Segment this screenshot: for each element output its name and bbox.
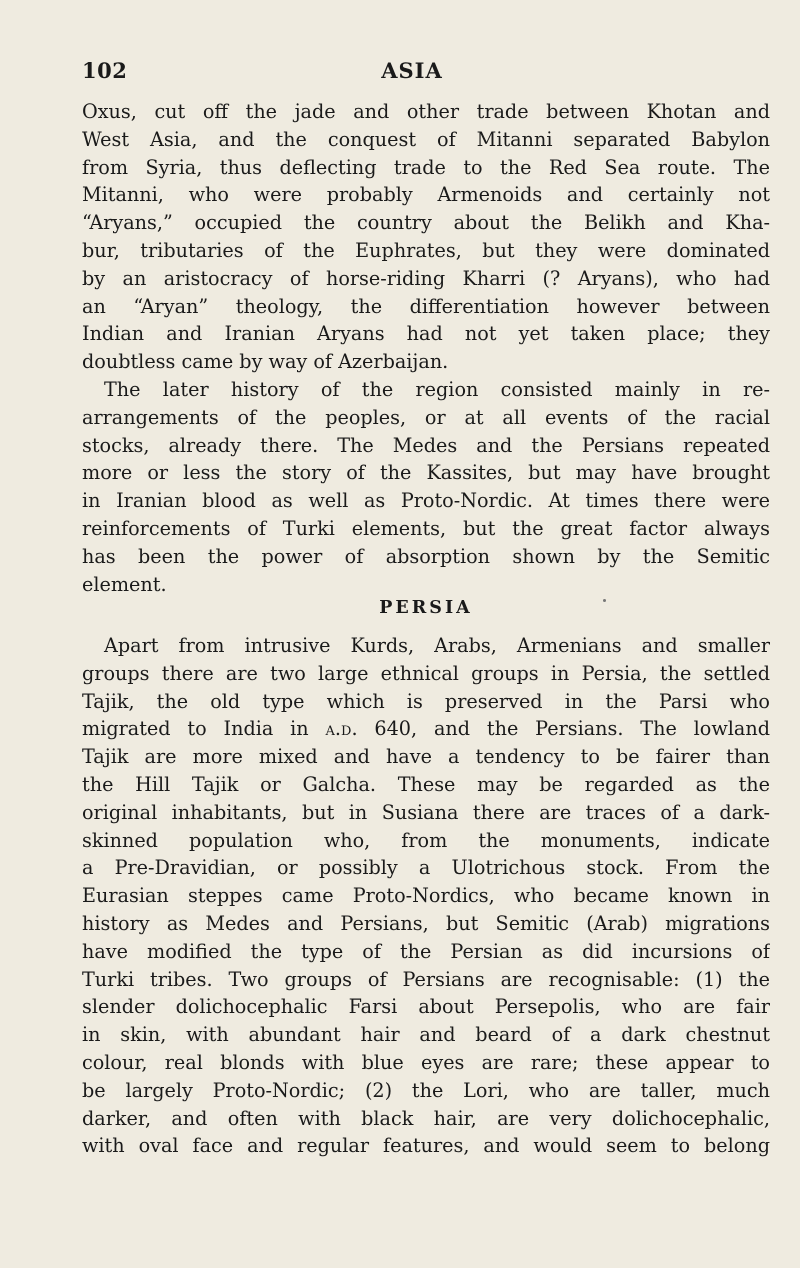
text-line: migrated to India in a.d. 640, and the Persians. The lowland (82, 717, 770, 741)
text-line: doubtless came by way of Azerbaijan. (82, 350, 449, 374)
text-line: darker, and often with black hair, are very dolichocephalic, (82, 1106, 770, 1130)
text-line: by an aristocracy of horse-riding Kharri (? Aryans), who had (82, 266, 770, 290)
text-line: The later history of the region consisted mainly in re- (104, 378, 770, 401)
text-line: an “Aryan” theology, the differentiation however between (82, 294, 770, 318)
text-line: bur, tributaries of the Euphrates, but they were dominated (82, 238, 770, 262)
text-line: stocks, already there. The Medes and the Persians repeated (82, 433, 770, 457)
text-line: slender dolichocephalic Farsi about Persepolis, who are fair (82, 995, 770, 1019)
page-header (82, 58, 742, 88)
text-line: in skin, with abundant hair and beard of a dark chestnut (82, 1023, 770, 1047)
running-head: ASIA (381, 58, 443, 83)
paragraph-2 (82, 376, 770, 598)
text-line: more or less the story of the Kassites, but may have brought (82, 461, 770, 485)
text-line: the Hill Tajik or Galcha. These may be regarded as the (82, 772, 770, 796)
text-line: Indian and Iranian Aryans had not yet taken place; they (82, 322, 770, 346)
text-line: West Asia, and the conquest of Mitanni separated Babylon (82, 127, 770, 151)
text-line: Oxus, cut off the jade and other trade between Khotan and (82, 100, 770, 123)
page-number: 102 (82, 58, 128, 83)
text-line: Mitanni, who were probably Armenoids and certainly not (82, 183, 770, 207)
paragraph-3 (82, 632, 770, 1160)
text-line: have modified the type of the Persian as did incursions of (82, 939, 770, 963)
text-line: reinforcements of Turki elements, but the great factor always (82, 516, 770, 540)
text-line: in Iranian blood as well as Proto-Nordic. At times there were (82, 489, 770, 513)
text-line: Eurasian steppes came Proto-Nordics, who became known in (82, 884, 770, 908)
text-line: “Aryans,” occupied the country about the Belikh and Kha- (82, 211, 770, 235)
text-line: Tajik, the old type which is preserved in the Parsi who (82, 689, 770, 713)
text-line: with oval face and regular features, and would seem to belong (82, 1134, 770, 1158)
text-line: skinned population who, from the monuments, indicate (82, 828, 770, 852)
text-line: colour, real blonds with blue eyes are rare; these appear to (82, 1050, 770, 1074)
text-line: groups there are two large ethnical groups in Persia, the settled (82, 661, 770, 685)
paper-speck (603, 599, 606, 602)
text-line: has been the power of absorption shown by the Semitic (82, 544, 770, 568)
text-line: Apart from intrusive Kurds, Arabs, Armenians and smaller (104, 634, 770, 657)
text-line: from Syria, thus deflecting trade to the Red Sea route. The (82, 155, 770, 179)
section-heading: PERSIA (379, 598, 473, 618)
text-line: original inhabitants, but in Susiana there are traces of a dark- (82, 800, 770, 824)
text-line: arrangements of the peoples, or at all events of the racial (82, 405, 770, 429)
text-line: element. (82, 572, 167, 596)
text-line: Tajik are more mixed and have a tendency to be fairer than (82, 745, 770, 769)
paragraph-1 (82, 98, 770, 376)
text-line: be largely Proto-Nordic; (2) the Lori, who are taller, much (82, 1078, 770, 1102)
text-line: Turki tribes. Two groups of Persians are recognisable: (1) the (82, 967, 770, 991)
text-line: a Pre-Dravidian, or possibly a Ulotrichous stock. From the (82, 856, 770, 880)
text-line: history as Medes and Persians, but Semitic (Arab) migrations (82, 911, 770, 935)
